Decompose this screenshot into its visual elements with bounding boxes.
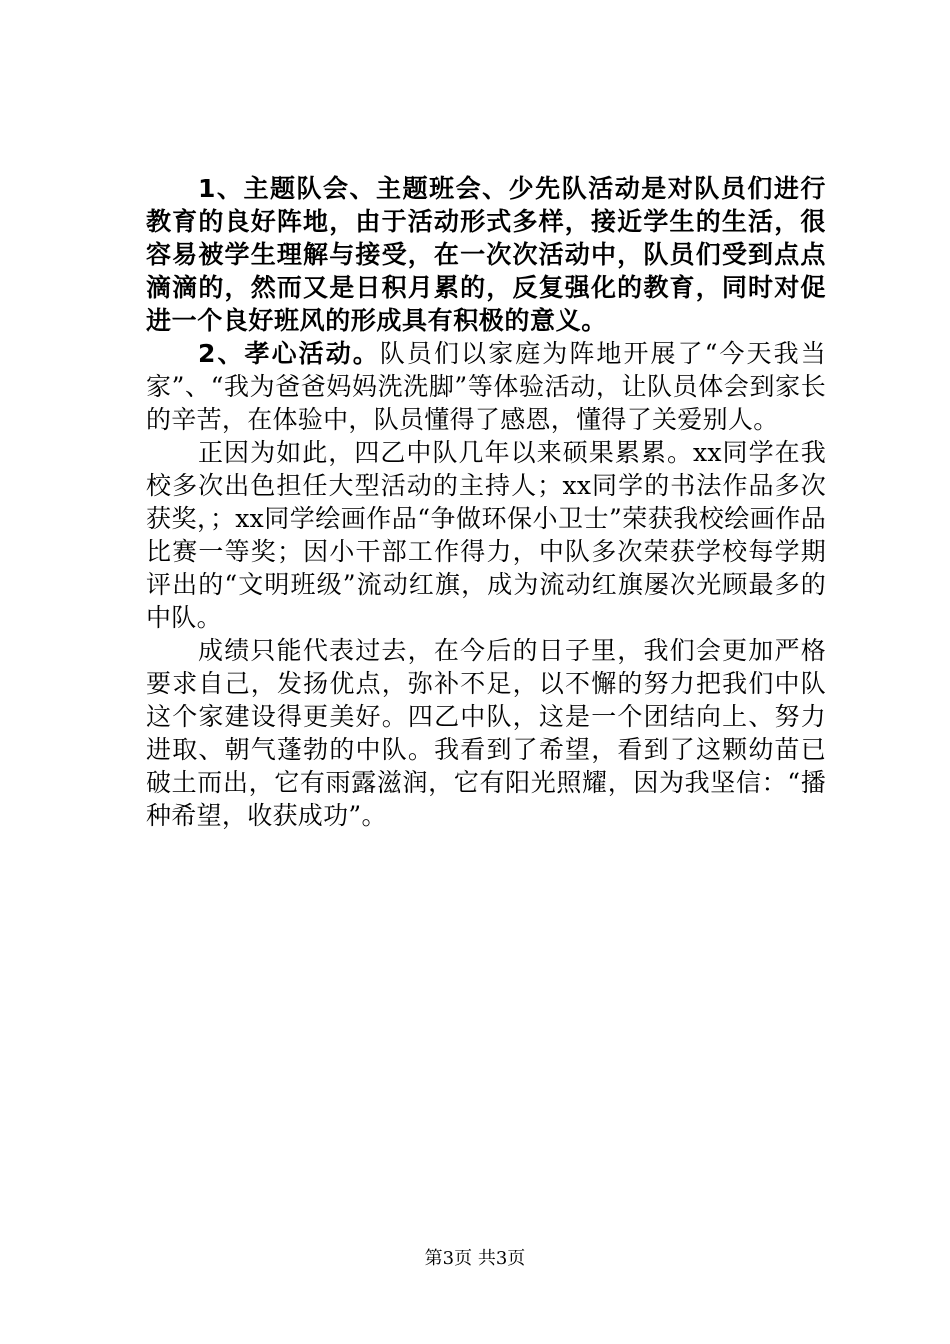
page-number-footer: 第3页 共3页 bbox=[424, 1248, 526, 1269]
paragraph-body: 队员们以家庭为阵地开展了“今天我当家”、“我为爸爸妈妈洗洗脚”等体验活动，让队员体会到家长的辛苦，在体验中，队员懂得了感恩，懂得了关爱别人。 bbox=[146, 339, 826, 434]
paragraph-activities: 1、主题队会、主题班会、少先队活动是对队员们进行教育的良好阵地，由于活动形式多样，接近学生的生活，很容易被学生理解与接受，在一次次活动中，队员们受到点点滴滴的，然而又是日积月累的，反复强化的教育，同时对促进一个良好班风的形成具有积极的意义。 bbox=[146, 174, 826, 335]
paragraph-lead: 2、孝心活动。 bbox=[198, 339, 380, 368]
document-body bbox=[146, 172, 826, 832]
paragraph-filial-piety bbox=[146, 337, 826, 436]
paragraph-achievements: 正因为如此，四乙中队几年以来硕果累累。xx同学在我校多次出色担任大型活动的主持人；xx同学的书法作品多次获奖，；xx同学绘画作品“争做环保小卫士”荣获我校绘画作品比赛一等奖；因小干部工作得力，中队多次荣获学校每学期评出的“文明班级”流动红旗，成为流动红旗屡次光顾最多的中队。 bbox=[146, 438, 826, 632]
paragraph-conclusion: 成绩只能代表过去，在今后的日子里，我们会更加严格要求自己，发扬优点，弥补不足，以不懈的努力把我们中队这个家建设得更美好。四乙中队，这是一个团结向上、努力进取、朝气蓬勃的中队。我看到了希望，看到了这颗幼苗已破土而出，它有雨露滋润，它有阳光照耀，因为我坚信：“播种希望，收获成功”。 bbox=[146, 636, 826, 830]
